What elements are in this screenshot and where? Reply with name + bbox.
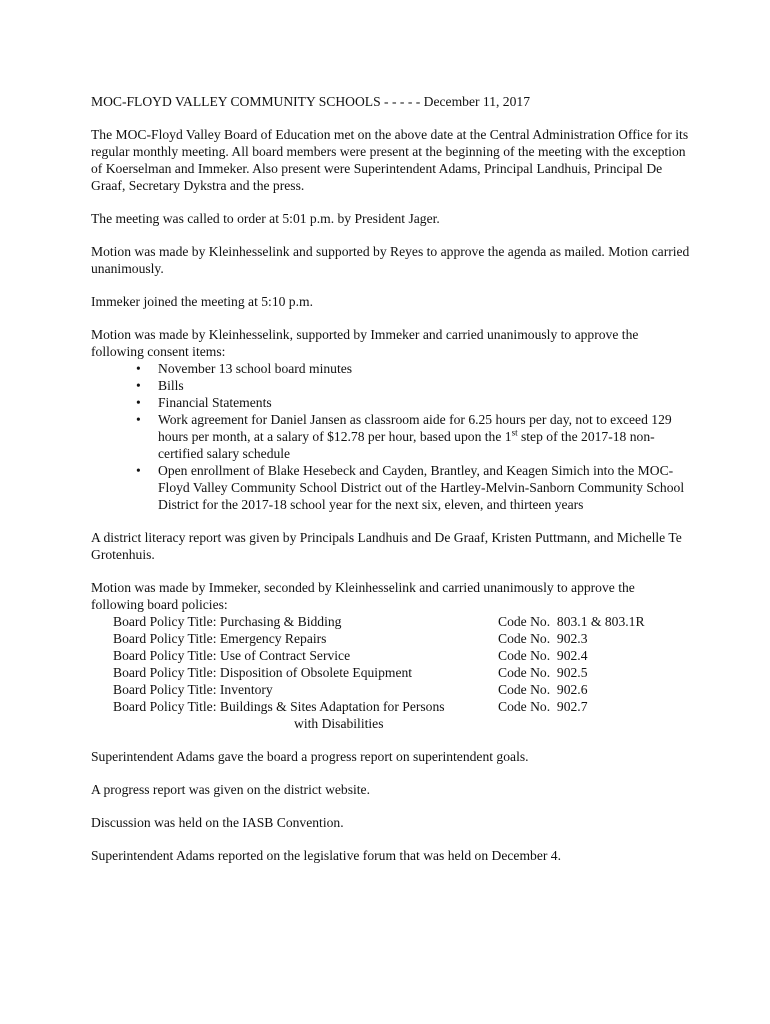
consent-item: • Financial Statements <box>158 394 691 411</box>
policy-title: Board Policy Title: Purchasing & Bidding <box>113 614 342 629</box>
consent-items-list <box>91 360 691 513</box>
policy-motion-paragraph: Motion was made by Immeker, seconded by Kleinhesselink and carried unanimously to approve the following board policies: <box>91 580 635 612</box>
policy-title: Board Policy Title: Use of Contract Service <box>113 648 351 663</box>
ordinal-superscript: st <box>511 427 518 438</box>
meeting-minutes <box>91 93 691 880</box>
board-policies-table <box>91 613 691 732</box>
policy-code: Code No. 902.6 <box>498 682 588 697</box>
consent-item-text: step of the 2017-18 non-certified salary schedule <box>158 429 655 461</box>
policy-code: Code No. 902.5 <box>498 665 588 680</box>
policy-row <box>91 613 691 630</box>
consent-item: • Bills <box>158 377 691 394</box>
legislative-forum-paragraph: Superintendent Adams reported on the legislative forum that was held on December 4. <box>91 848 561 863</box>
policy-title-continuation: with Disabilities <box>294 716 384 731</box>
policy-title: Board Policy Title: Inventory <box>113 682 273 697</box>
policy-row <box>91 698 691 715</box>
policy-title: Board Policy Title: Disposition of Obsolete Equipment <box>113 665 413 680</box>
policy-row <box>91 681 691 698</box>
policy-row <box>91 664 691 681</box>
policy-code: Code No. 902.7 <box>498 699 588 714</box>
document-header: MOC-FLOYD VALLEY COMMUNITY SCHOOLS - - - - - December 11, 2017 <box>91 94 530 109</box>
call-to-order-paragraph: The meeting was called to order at 5:01 p.m. by President Jager. <box>91 211 440 226</box>
website-report-paragraph: A progress report was given on the district website. <box>91 782 370 797</box>
policy-code: Code No. 902.4 <box>498 648 588 663</box>
policy-code: Code No. 902.3 <box>498 631 588 646</box>
consent-item: • November 13 school board minutes <box>158 360 691 377</box>
superintendent-goals-paragraph: Superintendent Adams gave the board a progress report on superintendent goals. <box>91 749 529 764</box>
policy-title: Board Policy Title: Emergency Repairs <box>113 631 327 646</box>
consent-item: • Open enrollment of Blake Hesebeck and Cayden, Brantley, and Keagen Simich into the MOC-Floyd Valley Community School District out of the Hartley-Melvin-Sanborn Community School District for the 2017-18 school year for the next six, eleven, and thirteen years <box>158 462 691 513</box>
policy-title: Board Policy Title: Buildings & Sites Adaptation for Persons <box>113 699 445 714</box>
consent-item-text: Work agreement for Daniel Jansen as classroom aide for 6.25 hours per day, not to exceed 129 hours per month, at a salary of $12.78 per hour, based upon the 1 <box>158 412 672 444</box>
consent-motion-paragraph: Motion was made by Kleinhesselink, supported by Immeker and carried unanimously to approve the following consent items: <box>91 327 639 359</box>
policy-code: Code No. 803.1 & 803.1R <box>498 614 645 629</box>
policy-row <box>91 630 691 647</box>
agenda-motion-paragraph: Motion was made by Kleinhesselink and supported by Reyes to approve the agenda as mailed. Motion carried unanimously. <box>91 244 690 276</box>
immeker-joined-paragraph: Immeker joined the meeting at 5:10 p.m. <box>91 294 313 309</box>
literacy-report-paragraph: A district literacy report was given by Principals Landhuis and De Graaf, Kristen Puttmann, and Michelle Te Grotenhuis. <box>91 530 682 562</box>
iasb-discussion-paragraph: Discussion was held on the IASB Convention. <box>91 815 344 830</box>
policy-row <box>91 647 691 664</box>
intro-paragraph: The MOC-Floyd Valley Board of Education met on the above date at the Central Administration Office for its regular monthly meeting. All board members were present at the beginning of the meeting with the exception of Koerselman and Immeker. Also present were Superintendent Adams, Principal Landhuis, Principal De Graaf, Secretary Dykstra and the press. <box>91 127 689 193</box>
consent-item <box>158 411 691 462</box>
